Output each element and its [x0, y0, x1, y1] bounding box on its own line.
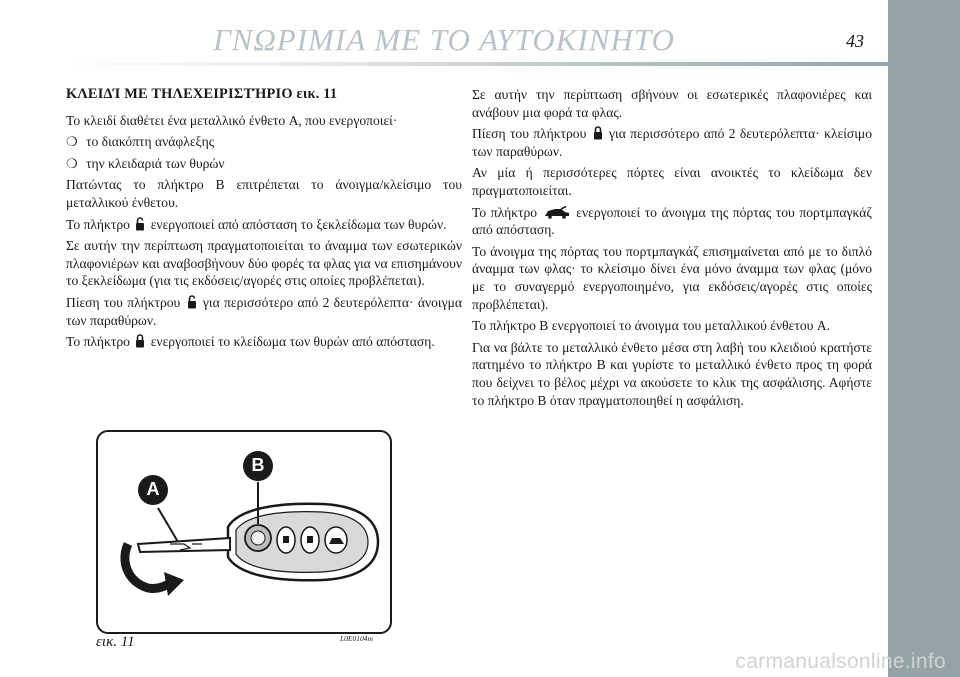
paragraph	[66, 333, 462, 351]
paragraph-text: ενεργοποιεί το κλείδωμα των θυρών από απόσταση.	[150, 334, 435, 350]
paragraph	[66, 216, 462, 234]
page-header-title: ΓΝΩΡΙΜΙΑ ΜΕ ΤΟ ΑΥΤΟΚΙΝΗΤΟ	[213, 22, 675, 57]
bullet-marker: ❍	[66, 134, 78, 150]
figure-code: L0E0104m	[340, 634, 373, 643]
section-title: ΚΛΕΙΔΊ ΜΕ ΤΗΛΕΧΕΙΡΙΣΤΉΡΙΟ εικ. 11	[66, 86, 338, 102]
callout-a-label: A	[146, 479, 160, 499]
watermark-text: carmanualsonline.info	[735, 650, 946, 673]
left-column	[66, 86, 462, 355]
bullet-list	[66, 133, 462, 172]
figure-caption: εικ. 11	[96, 634, 135, 650]
paragraph: Για να βάλτε το μεταλλικό ένθετο μέσα στη λαβή του κλειδιού κρατήστε πατημένο το πλήκτρο B και γυρίστε το μεταλλικό ένθετο προς τη φορά που δείχνει το βέλος μέχρι να ακούσετε το κλικ της ασφάλισης. Αφήστε το πλήκτρο B όταν πραγματοποιηθεί η ασφάλιση.	[472, 339, 872, 408]
paragraph-text: Πίεση του πλήκτρου	[472, 126, 587, 142]
side-tab	[888, 0, 960, 677]
paragraph	[472, 125, 872, 160]
paragraph-text: Το πλήκτρο	[66, 334, 130, 350]
paragraph: Αν μία ή περισσότερες πόρτες είναι ανοικτές το κλείδωμα δεν πραγματοποιείται.	[472, 165, 872, 198]
paragraph	[472, 204, 872, 239]
intro-paragraph: Το κλειδί διαθέτει ένα μεταλλικό ένθετο A, που ενεργοποιεί·	[66, 112, 398, 128]
lock-icon	[135, 334, 145, 348]
bullet-marker: ❍	[66, 155, 78, 171]
page-number: 43	[846, 31, 864, 51]
metal-insert-blade	[138, 538, 230, 552]
paragraph-text: ενεργοποιεί από απόσταση το ξεκλείδωμα των θυρών.	[150, 216, 447, 232]
paragraph: Πατώντας το πλήκτρο B επιτρέπεται το άνοιγμα/κλείσιμο του μεταλλικού ένθετου.	[66, 177, 462, 210]
bullet-item	[66, 133, 462, 151]
callout-b-label: B	[251, 455, 265, 475]
lock-icon	[593, 126, 603, 140]
bullet-text: το διακόπτη ανάφλεξης	[86, 134, 215, 150]
paragraph: Σε αυτήν την περίπτωση σβήνουν οι εσωτερικές πλαφονιέρες και ανάβουν μια φορά τα φλας.	[472, 87, 872, 120]
paragraph-text: ενεργοποιεί το άνοιγμα της πόρτας του πορτμπαγκάζ από απόσταση.	[472, 204, 873, 238]
paragraph	[66, 294, 462, 329]
trunk-icon	[544, 206, 570, 219]
paragraph-text: Το πλήκτρο	[66, 216, 130, 232]
unlock-icon	[187, 295, 197, 309]
paragraph: Το άνοιγμα της πόρτας του πορτμπαγκάζ επισημαίνεται από με το διπλό άναμμα των φλας· το κλείσιμο δίνει ένα μόνο άναμμα των φλας (μόνο με το συναγερμό ενεργοποιημένο, για εκδόσεις/αγορές στις οποίες προβλέπεται).	[472, 243, 872, 312]
paragraph-text: Το πλήκτρο	[472, 204, 538, 220]
header-rule	[66, 62, 888, 66]
right-column	[472, 86, 872, 413]
figure-key-illustration	[96, 430, 392, 634]
paragraph-text: Πίεση του πλήκτρου	[66, 294, 181, 310]
paragraph-text: για περισσότερο από 2 δευτερόλεπτα· άνοιγμα των παραθύρων.	[66, 294, 462, 328]
paragraph: Σε αυτήν την περίπτωση πραγματοποιείται το άναμμα των εσωτερικών πλαφονιέρων και αναβοσβήνουν δύο φορές τα φλας για να επισημάνουν το ξεκλείδωμα (για τις εκδόσεις/αγορές στις οποίες προβλέπεται).	[66, 238, 462, 289]
unlock-icon	[135, 217, 145, 231]
paragraph-text: για περισσότερο από 2 δευτερόλεπτα· κλείσιμο των παραθύρων.	[472, 126, 873, 159]
key-illustration	[98, 432, 390, 632]
bullet-item	[66, 155, 462, 173]
paragraph: Το πλήκτρο B ενεργοποιεί το άνοιγμα του μεταλλικού ένθετου A.	[472, 318, 830, 334]
bullet-text: την κλειδαριά των θυρών	[86, 155, 225, 171]
